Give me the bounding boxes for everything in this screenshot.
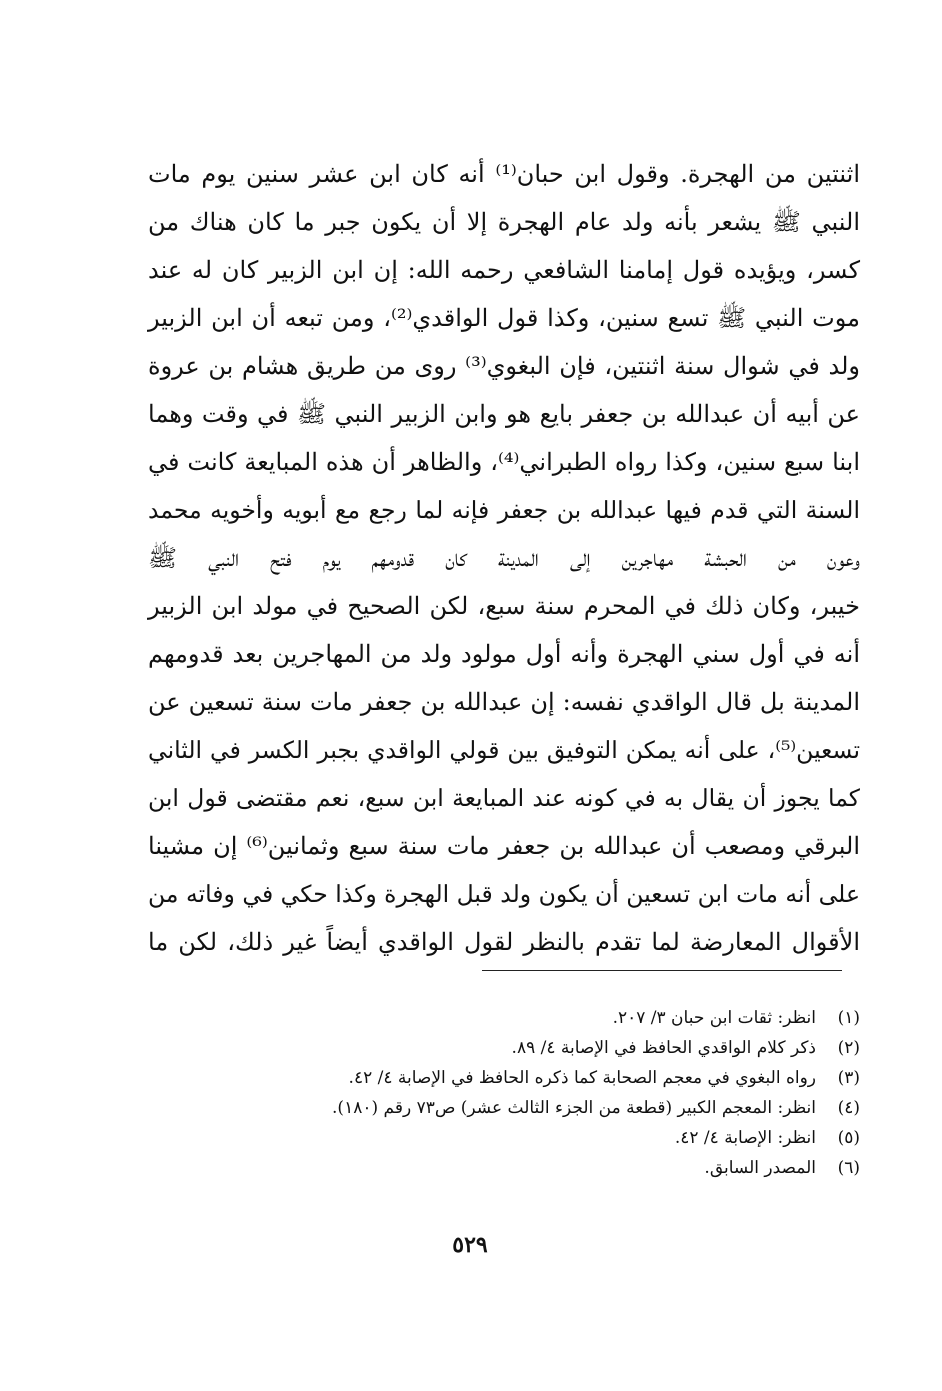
footnote-text: رواه البغوي في معجم الصحابة كما ذكره الحافظ في الإصابة ٤/ ٤٢. [348, 1068, 816, 1088]
footnote-text: انظر: ثقات ابن حبان ٣/ ٢٠٧. [612, 1008, 816, 1028]
footnote-number: (١) [837, 1008, 860, 1028]
footnote-number: (٥) [837, 1128, 860, 1148]
text-line: اثنتين من الهجرة. وقول ابن حبان⁽¹⁾ أنه كان ابن عشر سنين يوم مات [148, 160, 860, 188]
text-line: ولد في شوال سنة اثنتين، فإن البغوي⁽³⁾ روى من طريق هشام بن عروة [148, 352, 860, 380]
text-line: خيبر، وكان ذلك في المحرم سنة سبع، لكن الصحيح في مولد ابن الزبير [148, 592, 860, 620]
text-line: ابنا سبع سنين، وكذا رواه الطبراني⁽⁴⁾، والظاهر أن هذه المبايعة كانت في [148, 448, 860, 476]
text-line: عن أبيه أن عبدالله بن جعفر بايع هو وابن الزبير النبي ﷺ في وقت وهما [148, 400, 860, 428]
footnote-number: (٣) [837, 1068, 860, 1088]
text-line: على أنه مات ابن تسعين أن يكون ولد قبل الهجرة وكذا حكي في وفاته من [148, 880, 860, 908]
footnote-text: انظر: المعجم الكبير (قطعة من الجزء الثالث عشر) ص٧٣ رقم (١٨٠). [332, 1098, 816, 1118]
footnotes-list [160, 1003, 860, 1183]
text-line: تسعين⁽⁵⁾، على أنه يمكن التوفيق بين قولي الواقدي بجبر الكسر في الثاني [148, 736, 860, 764]
footnote [160, 1003, 860, 1033]
text-line: المدينة بل قال الواقدي نفسه: إن عبدالله بن جعفر مات سنة تسعين عن [148, 688, 860, 716]
footnote [160, 1123, 860, 1153]
footnote [160, 1093, 860, 1123]
footnote-text: ذكر كلام الواقدي الحافظ في الإصابة ٤/ ٨٩. [511, 1038, 816, 1058]
footnote-separator [482, 970, 842, 971]
text-line: البرقي ومصعب أن عبدالله بن جعفر مات سنة سبع وثمانين⁽⁶⁾ إن مشينا [148, 832, 860, 860]
footnote-text: المصدر السابق. [704, 1158, 816, 1178]
text-line: كما يجوز أن يقال به في كونه عند المبايعة ابن سبع، نعم مقتضى قول ابن [148, 784, 860, 812]
main-text [148, 150, 860, 966]
footnote [160, 1063, 860, 1093]
footnote [160, 1153, 860, 1183]
text-line: كسر، ويؤيده قول إمامنا الشافعي رحمه الله: إن ابن الزبير كان له عند [148, 256, 860, 284]
footnote-number: (٢) [837, 1038, 860, 1058]
page-number: ٥٢٩ [452, 1232, 488, 1258]
text-line: موت النبي ﷺ تسع سنين، وكذا قول الواقدي⁽²⁾، ومن تبعه أن ابن الزبير [148, 304, 860, 332]
text-line: الأقوال المعارضة لما تقدم بالنظر لقول الواقدي أيضاً غير ذلك، لكن ما [148, 928, 860, 956]
footnote-number: (٦) [837, 1158, 860, 1178]
footnote [160, 1033, 860, 1063]
text-line: وعون من الحبشة مهاجرين إلى المدينة كان قدومهم يوم فتح النبي ﷺ [148, 544, 860, 572]
text-line: النبي ﷺ يشعر بأنه ولد عام الهجرة إلا أن يكون جبر ما كان هناك من [148, 208, 860, 236]
footnote-number: (٤) [837, 1098, 860, 1118]
footnote-text: انظر: الإصابة ٤/ ٤٢. [674, 1128, 816, 1148]
text-line: السنة التي قدم فيها عبدالله بن جعفر فإنه لما رجع مع أبويه وأخويه محمد [148, 496, 860, 524]
text-line: أنه في أول سني الهجرة وأنه أول مولود ولد من المهاجرين بعد قدومهم [148, 640, 860, 668]
